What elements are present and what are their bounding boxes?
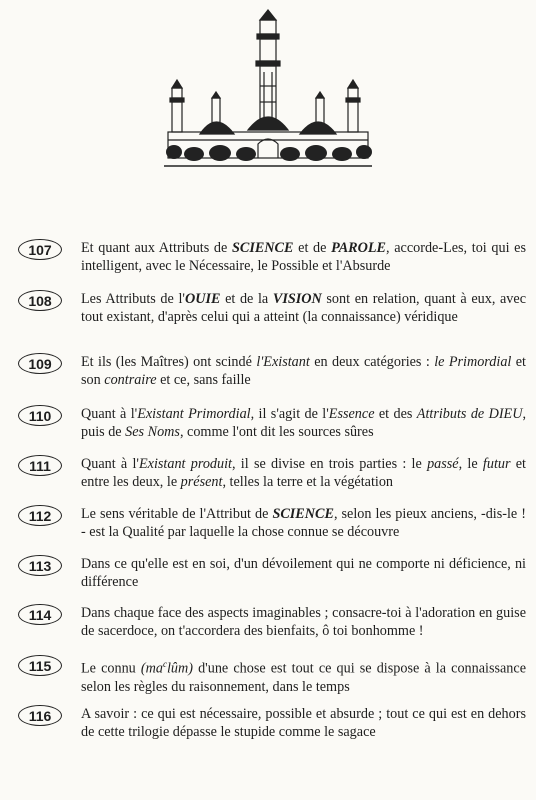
verse-text: Le connu $(ma^clûm)$ d'une chose est tout ce qui se dispose à la connaissance selon les règles du raisonnement, dans le temps (81, 659, 526, 695)
verse-number: 107 (18, 239, 62, 260)
verse-number: 112 (18, 505, 62, 526)
verse-111 (18, 455, 526, 491)
verse-text: Quant à l'Existant produit, il se divise en trois parties : le passé, le futur et entre les deux, le présent, telles la terre et la végétation (81, 456, 526, 490)
verse-109 (18, 353, 526, 389)
verse-text: Dans chaque face des aspects imaginables ; consacre-toi à l'adoration en guise de sacerdoce, on t'accordera des bienfaits, ô toi bonhomme ! (81, 605, 526, 639)
verse-text: Quant à l'Existant Primordial, il s'agit de l'Essence et des Attributs de DIEU, puis de Ses Noms, comme l'ont dit les sources sûres (81, 406, 527, 440)
verse-115 (18, 655, 526, 696)
mosque-illustration (160, 6, 376, 176)
verse-number: 115 (18, 655, 62, 676)
verse-number: 114 (18, 604, 62, 625)
verse-text: Le sens véritable de l'Attribut de SCIENCE, selon les pieux anciens, -dis-le ! - est la Qualité par laquelle la chose connue se découvre (81, 506, 526, 540)
verse-107 (18, 239, 526, 275)
verse-text: Dans ce qu'elle est en soi, d'un dévoilement qui ne comporte ni déficience, ni différence (81, 556, 526, 590)
verse-116 (18, 705, 526, 741)
verse-number: 113 (18, 555, 62, 576)
verse-text: Et quant aux Attributs de SCIENCE et de PAROLE, accorde-Les, toi qui es intelligent, avec le Nécessaire, le Possible et l'Absurde (81, 240, 526, 274)
verse-114 (18, 604, 526, 640)
verse-108 (18, 290, 526, 326)
verse-number: 111 (18, 455, 62, 476)
verse-text: A savoir : ce qui est nécessaire, possible et absurde ; tout ce qui est en dehors de cette trilogie dépasse le stupide comme le sagace (81, 706, 526, 740)
verse-number: 108 (18, 290, 62, 311)
verse-110 (18, 405, 526, 441)
verse-number: 110 (18, 405, 62, 426)
verse-112 (18, 505, 526, 541)
verse-113 (18, 555, 526, 591)
verse-number: 116 (18, 705, 62, 726)
verse-text: Et ils (les Maîtres) ont scindé l'Existant en deux catégories : le Primordial et son contraire et ce, sans faille (81, 354, 526, 388)
verse-text: Les Attributs de l'OUIE et de la VISION sont en relation, quant à eux, avec tout existant, d'après celui qui a atteint (la connaissance) véridique (81, 291, 526, 325)
verse-number: 109 (18, 353, 62, 374)
